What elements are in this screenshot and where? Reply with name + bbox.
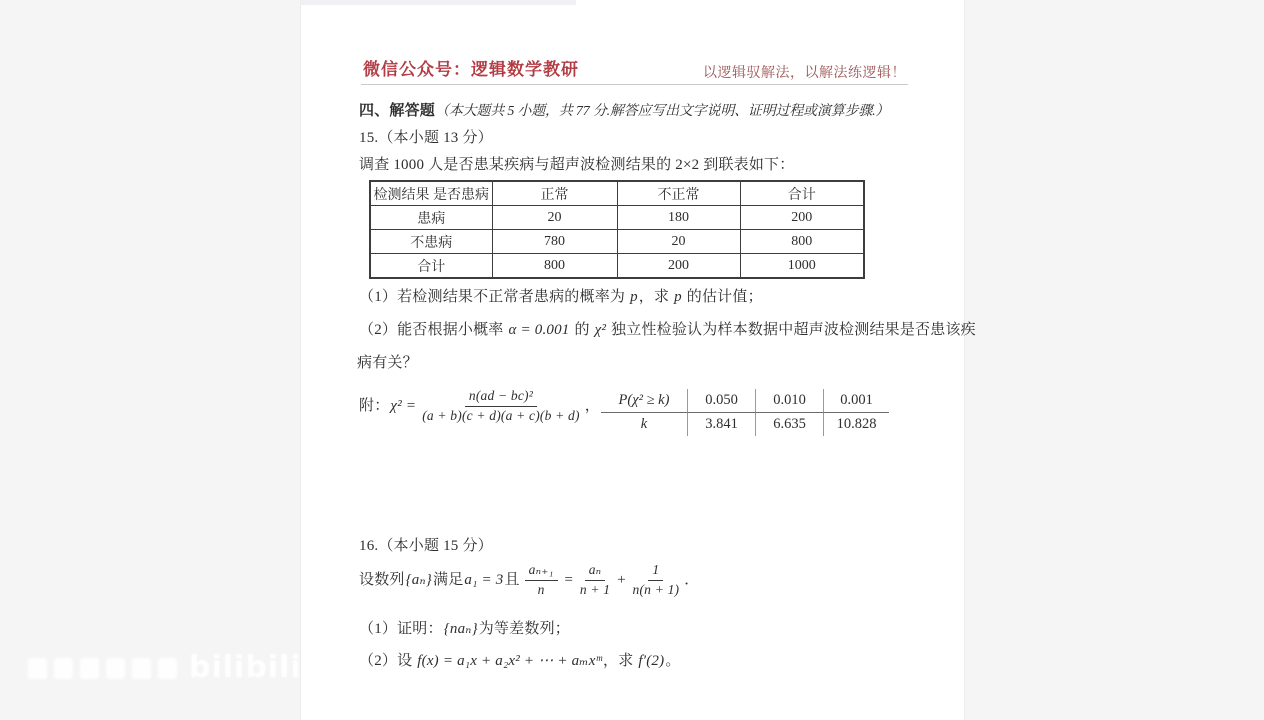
text-run: ． (684, 572, 700, 589)
table-cell: 800 (740, 230, 864, 254)
section-heading (359, 102, 889, 121)
table-cell: 180 (617, 206, 740, 230)
text-run: 。 (665, 653, 681, 669)
table-cell: 不患病 (370, 230, 492, 254)
math-inline: α = 0.001 (508, 322, 570, 338)
ktable-cell: 6.635 (755, 413, 823, 436)
watermark-cjk-blur (28, 658, 177, 685)
header-divider (361, 84, 908, 85)
section-heading-number: 四、解答题 (359, 103, 436, 119)
text-run: （2）设 (359, 653, 417, 669)
ktable-cell: 3.841 (687, 413, 755, 436)
ktable-header-cell: 0.050 (687, 389, 755, 413)
slogan-text: 以逻辑驭解法，以解法练逻辑！ (703, 66, 906, 81)
ktable-cell: 10.828 (823, 413, 889, 436)
q15-intro: 调查 1000 人是否患某疾病与超声波检测结果的 2×2 到联表如下： (359, 157, 795, 173)
q16-recurrence-formula (359, 562, 699, 599)
section-heading-note: （本大题共 5 小题，共 77 分.解答应写出文字说明、证明过程或演算步骤.） (435, 104, 890, 119)
math-inline: {aₙ} (405, 572, 432, 589)
q16-part1 (359, 620, 570, 638)
contingency-table (369, 180, 865, 279)
table-cell: 800 (492, 254, 617, 279)
table-row (370, 230, 864, 254)
table-cell: 1000 (740, 254, 864, 279)
text-run: （1）证明： (359, 621, 443, 637)
table-cell: 200 (740, 206, 864, 230)
table-cell: 20 (617, 230, 740, 254)
table-row (370, 206, 864, 230)
math-inline: p (674, 289, 682, 305)
text-run: 为等差数列； (478, 621, 570, 637)
table-header-row (370, 181, 864, 206)
math-inline: p (630, 289, 638, 305)
bilibili-watermark (28, 650, 302, 685)
text-run: 设数列 (359, 572, 405, 589)
text-run: 的 (570, 322, 594, 338)
table-cell: 检测结果 是否患病 (370, 181, 492, 206)
critical-value-table (601, 389, 889, 436)
top-edge-strip (301, 0, 576, 5)
fraction: $\frac{1}{n(n + 1)}$ (632, 562, 680, 597)
text-run: 独立性检验认为样本数据中超声波检测结果是否患该疾 (607, 322, 976, 338)
math-inline: χ² = (390, 398, 417, 415)
ktable-cell: k (640, 416, 648, 432)
table-row (370, 254, 864, 279)
chi-square-formula (359, 388, 600, 425)
text-run: （1）若检测结果不正常者患病的概率为 (359, 289, 630, 305)
math-inline: a₁ = 3 (464, 572, 504, 589)
table-cell: 20 (492, 206, 617, 230)
math-inline: {naₙ} (443, 621, 478, 637)
text-run: 满足 (433, 572, 464, 589)
q16-title: 16.（本小题 15 分） (359, 538, 493, 554)
text-run: 附： (359, 398, 390, 415)
table-cell: 合计 (370, 254, 492, 279)
table-cell: 780 (492, 230, 617, 254)
ktable-header-cell: 0.001 (823, 389, 889, 413)
text-run: ，求 (638, 289, 674, 305)
math-inline: + (616, 572, 627, 589)
table-cell: 患病 (370, 206, 492, 230)
table-cell: 200 (617, 254, 740, 279)
fraction: $\frac{\text{aₙ}}{n + 1}$ (579, 562, 611, 597)
q16-part2 (359, 652, 681, 670)
text-run: ， (584, 398, 600, 415)
document-page (300, 0, 976, 720)
table-cell: 不正常 (617, 181, 740, 206)
math-inline: χ² (594, 322, 607, 338)
text-run: （2）能否根据小概率 (359, 322, 508, 338)
table-cell: 正常 (492, 181, 617, 206)
wechat-account-banner: 微信公众号：逻辑数学教研 (363, 60, 579, 79)
q15-part2-line2: 病有关？ (357, 355, 418, 371)
fraction: $\frac{\text{n(ad − bc)²}}{(a + b)(c + d)(a + c)(b + d)}$ (422, 388, 580, 423)
q15-part2-line1 (359, 321, 976, 339)
text-run: ，求 (603, 653, 638, 669)
math-inline: f(x) = a₁x + a₂x² + ⋯ + aₘxᵐ (417, 653, 603, 669)
ktable-header-cell: P(χ² ≥ k) (601, 389, 687, 413)
ktable-header-cell: 0.010 (755, 389, 823, 413)
text-run: 且 (504, 572, 520, 589)
q15-part1 (359, 288, 763, 306)
fraction: $\frac{\text{aₙ₊₁}}{n}$ (525, 562, 558, 599)
math-inline: f′(2) (638, 653, 665, 669)
q15-title: 15.（本小题 13 分） (359, 130, 493, 146)
text-run: 的估计值； (682, 289, 763, 305)
math-inline: = (563, 572, 574, 589)
bilibili-logo: bilibili (189, 650, 302, 685)
table-cell: 合计 (740, 181, 864, 206)
